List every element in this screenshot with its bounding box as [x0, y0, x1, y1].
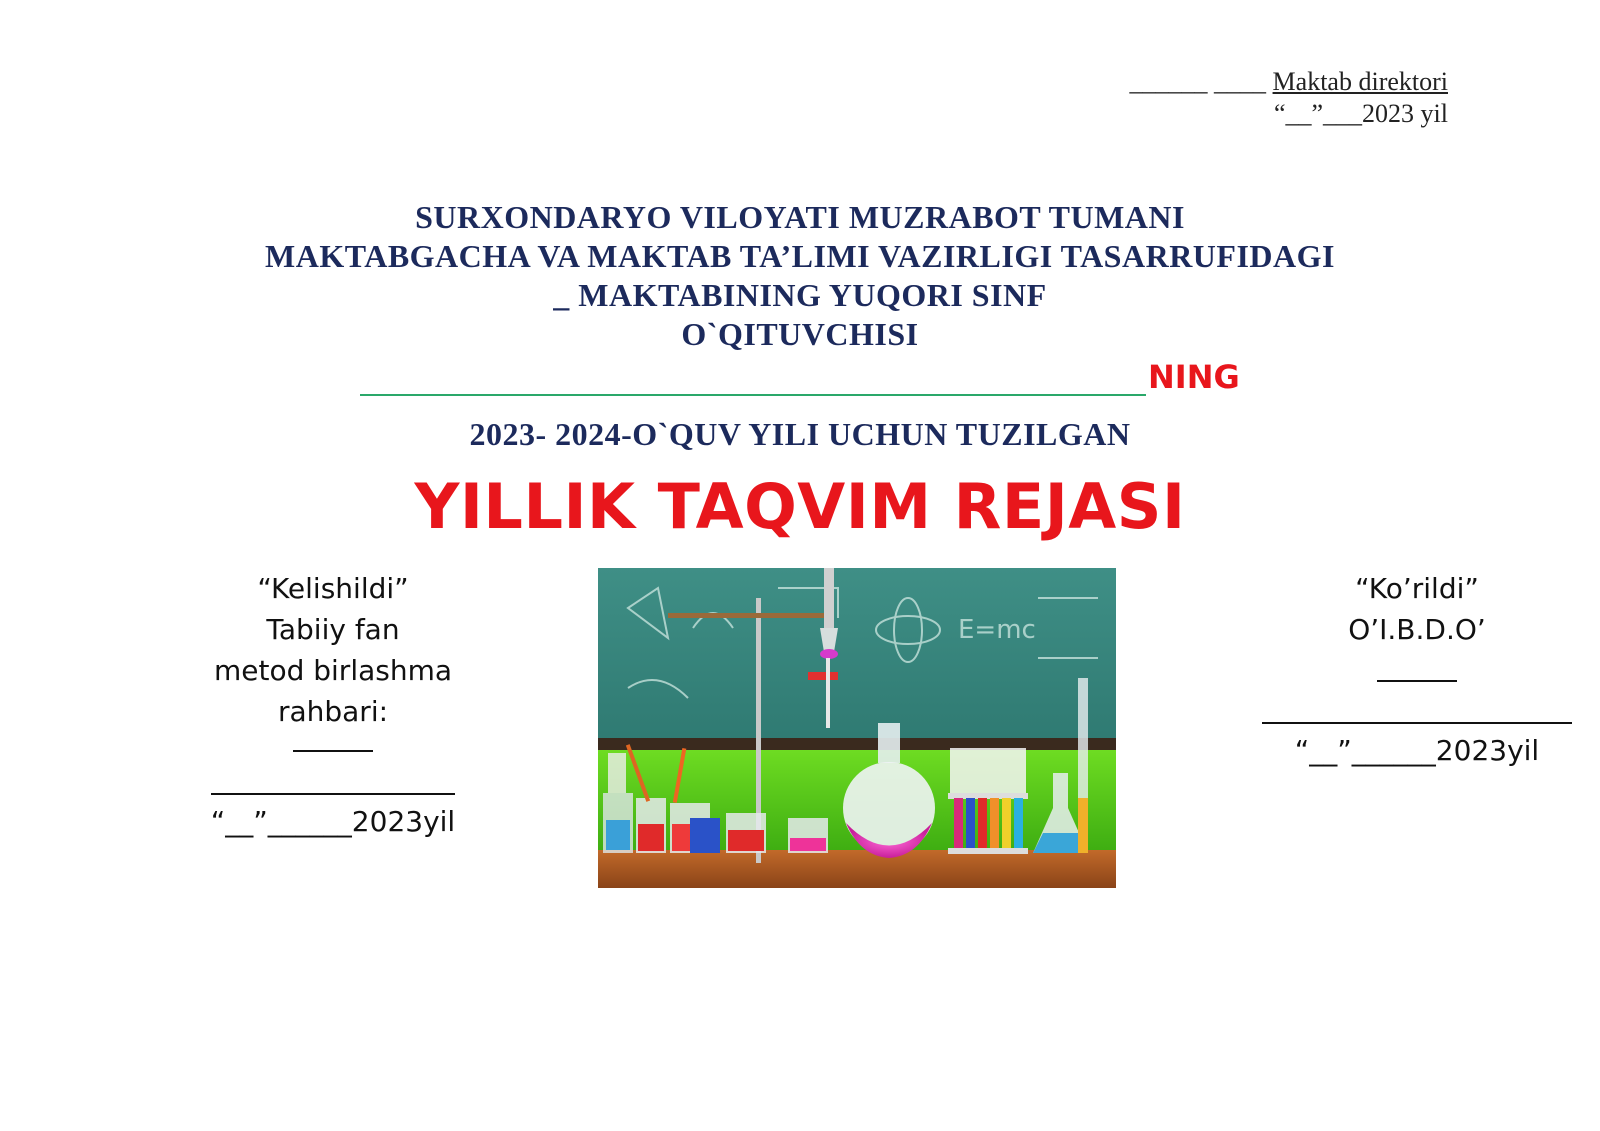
header-line-3: _ MAKTABINING YUQORI SINF	[553, 277, 1047, 313]
agreed-heading: “Kelishildi”	[257, 572, 409, 605]
agreed-block	[206, 568, 460, 842]
director-title-line	[1130, 66, 1448, 98]
document-header	[0, 198, 1600, 354]
agreed-date: “__”______2023yil	[210, 805, 456, 838]
header-line-2: MAKTABGACHA VA MAKTAB TA’LIMI VAZIRLIGI TASARRUFIDAGI	[265, 238, 1335, 274]
svg-text:E=mc: E=mc	[958, 615, 1036, 645]
name-suffix: NING	[1148, 358, 1240, 396]
director-date: “__”___2023 yil	[1273, 99, 1448, 128]
director-title: Maktab direktori	[1272, 67, 1448, 96]
header-line-1: SURXONDARYO VILOYATI MUZRABOT TUMANI	[415, 199, 1185, 235]
reviewed-line-1: O’I.B.D.O’	[1348, 613, 1486, 646]
director-approval	[1130, 66, 1448, 130]
reviewed-date: “__”______2023yil	[1294, 734, 1540, 767]
teacher-name-line	[360, 358, 1460, 398]
reviewed-heading: “Ko’rildi”	[1355, 572, 1479, 605]
signature-blank: ______ ____	[1129, 67, 1267, 96]
agreed-line-1: Tabiiy fan	[266, 613, 400, 646]
chemistry-lab-image	[598, 568, 1116, 888]
lab-illustration	[598, 568, 1116, 888]
document-title: YILLIK TAQVIM REJASI	[414, 470, 1186, 543]
header-line-4: O`QITUVCHISI	[681, 316, 919, 352]
agreed-line-2: metod birlashma	[213, 654, 453, 687]
academic-year-line: 2023- 2024-O`QUV YILI UCHUN TUZILGAN	[469, 416, 1131, 452]
name-blank-rule	[360, 394, 1146, 396]
reviewed-block	[1262, 568, 1572, 771]
agreed-line-3: rahbari:	[277, 695, 389, 728]
